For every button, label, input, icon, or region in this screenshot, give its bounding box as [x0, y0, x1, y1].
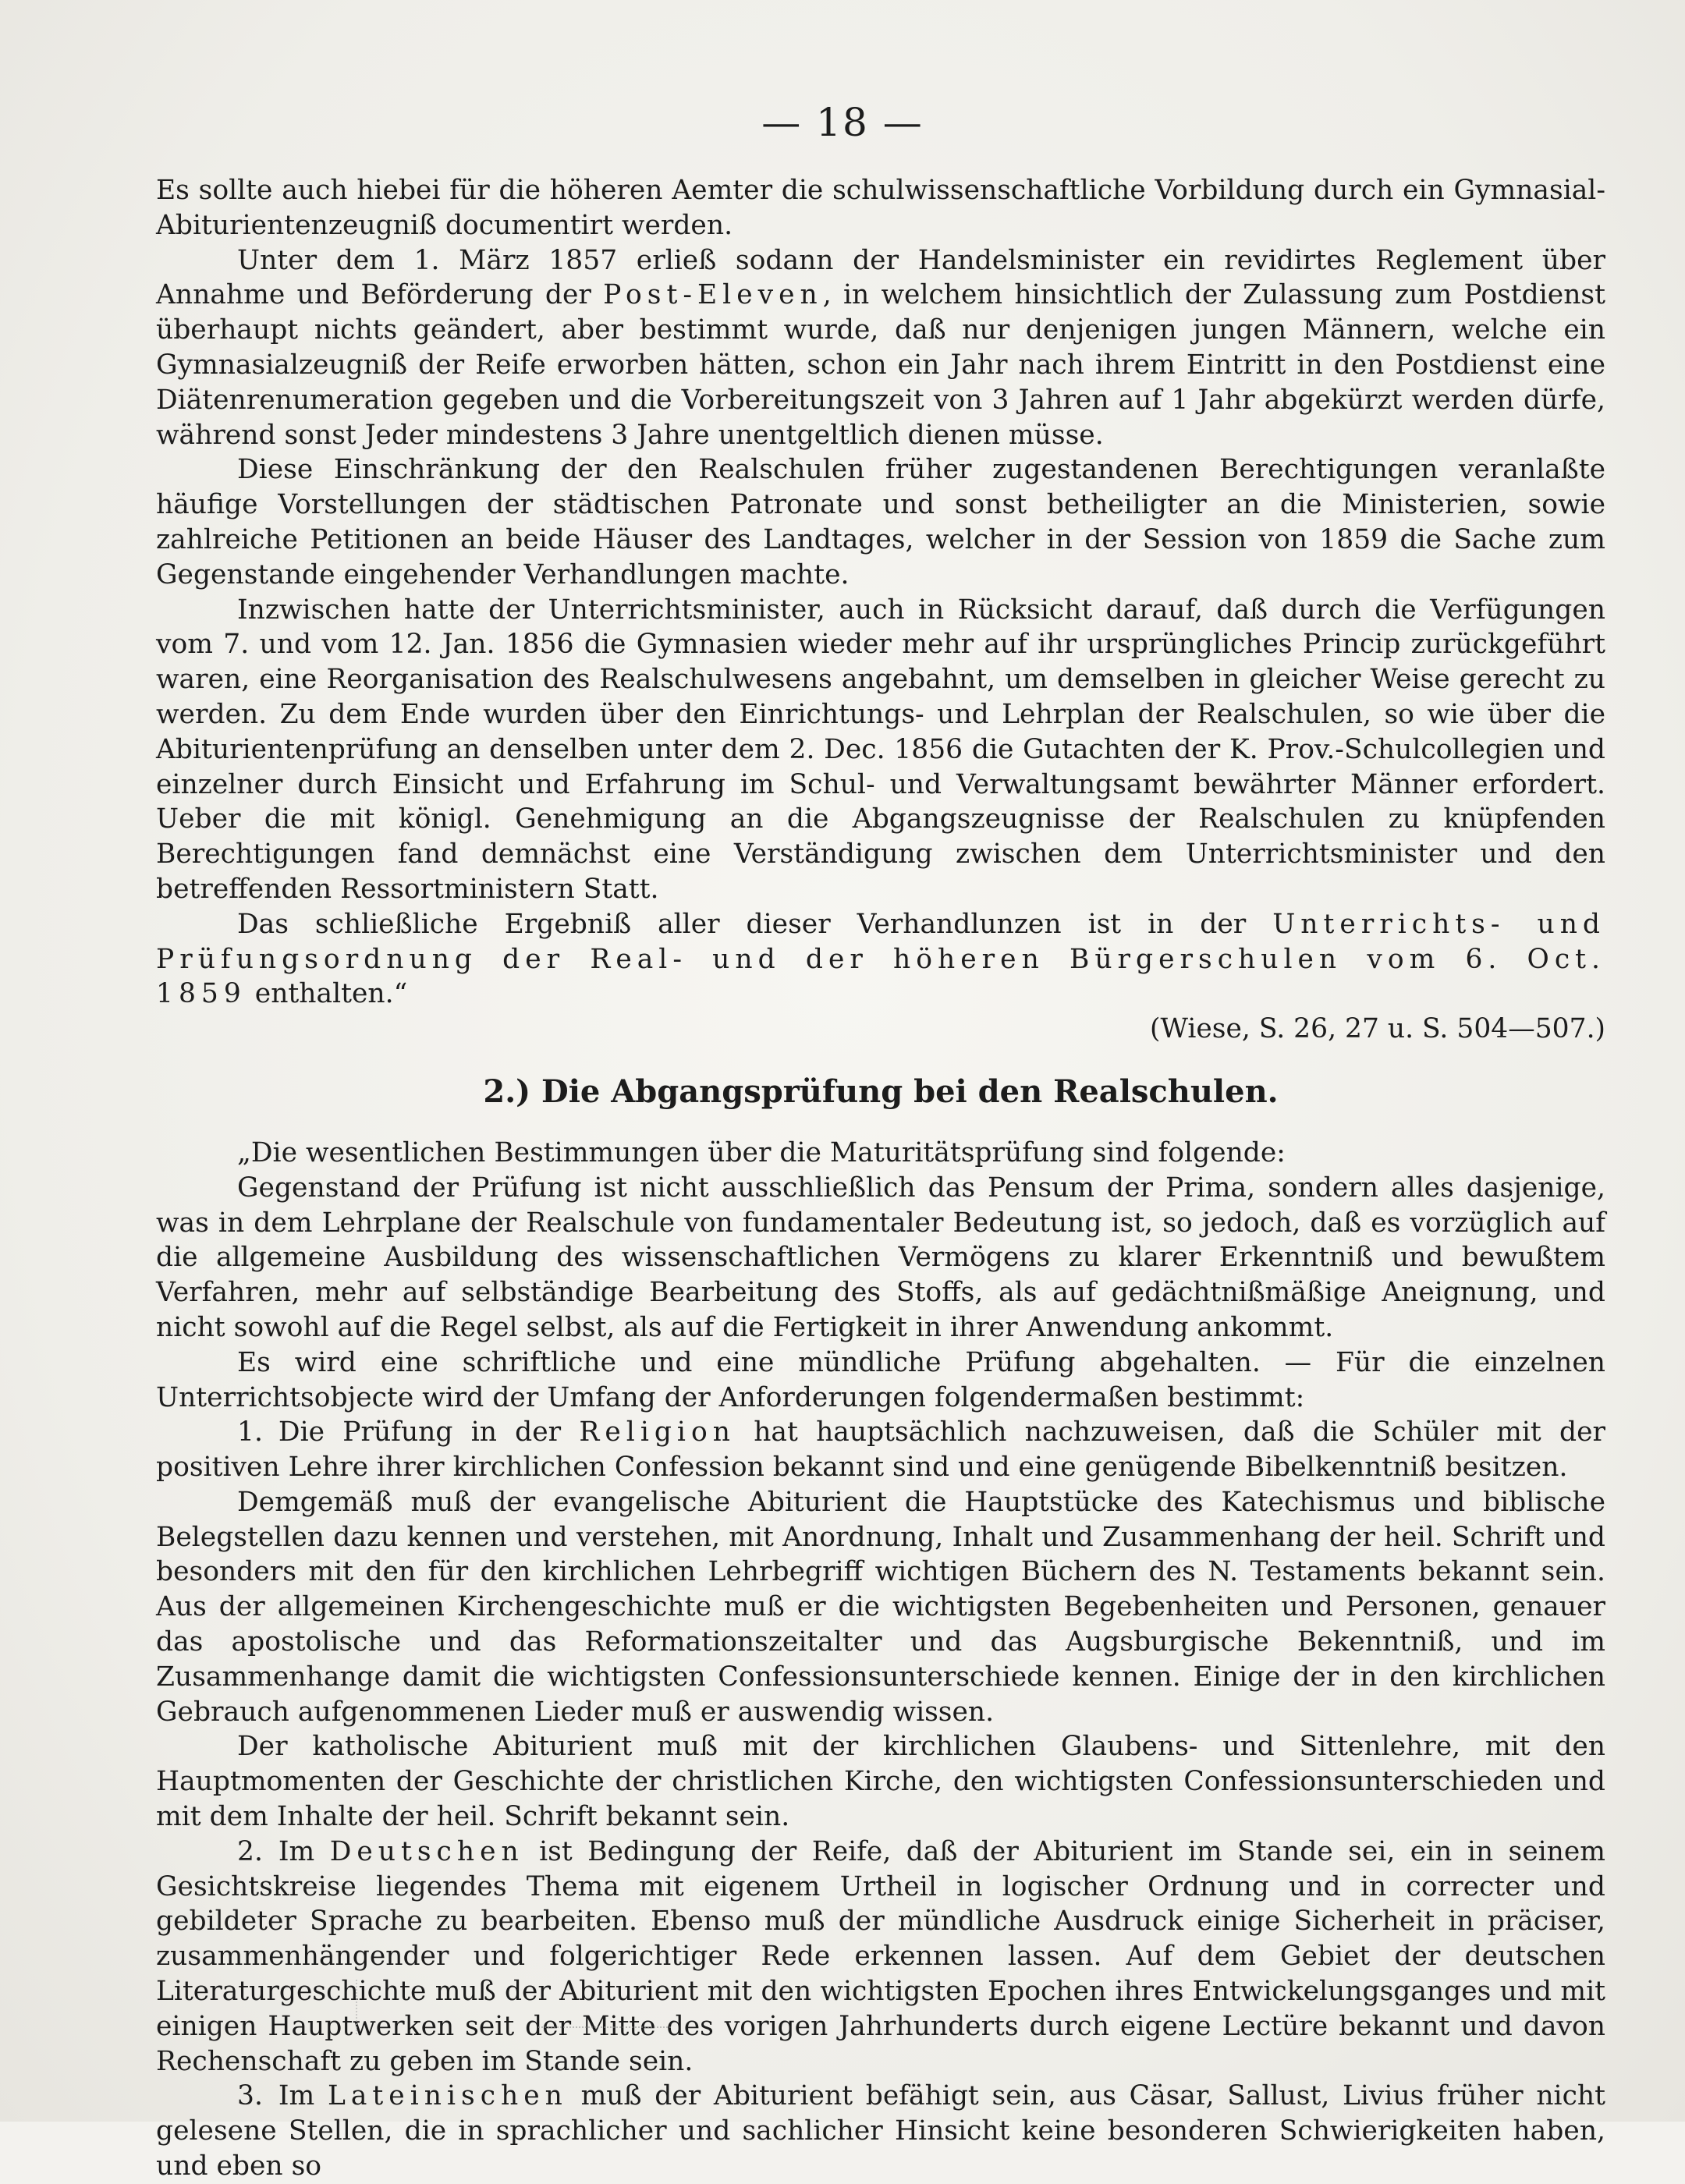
list-item	[156, 1835, 1605, 2079]
list-item	[156, 2079, 1605, 2183]
emphasized-term: Religion	[579, 1416, 736, 1448]
paragraph-text: muß der Abiturient befähigt sein, aus Cäsar, Sallust, Livius früher nicht gelesene Stellen, die in sprachlicher und sachlicher Hinsicht keine besonderen Schwierigkeiten haben, und eben so	[156, 2080, 1606, 2182]
paragraph	[156, 173, 1605, 243]
paragraph-text: Im	[278, 1835, 330, 1867]
list-item	[156, 1415, 1605, 1485]
paragraph-text: Es wird eine schriftliche und eine mündliche Prüfung abgehalten. — Für die einzelnen Unterrichtsobjecte wird der Umfang der Anforderungen folgendermaßen bestimmt:	[156, 1346, 1605, 1413]
paragraph-text: Inzwischen hatte der Unterrichtsminister, auch in Rücksicht darauf, daß durch die Verfügungen vom 7. und vom 12. Jan. 1856 die Gymnasien wieder mehr auf ihr ursprüngliches Princip zurückgeführt waren, eine Reorganisation des Realschulwesens angebahnt, um demselben in gleicher Weise gerecht zu werden. Zu dem Ende wurden über den Einrichtungs- und Lehrplan der Realschulen, so wie über die Abiturientenprüfung an denselben unter dem 2. Dec. 1856 die Gutachten der K. Prov.-Schulcollegien und einzelner durch Einsicht und Erfahrung im Schul- und Verwaltungsamt bewährter Männer erfordert. Ueber die mit königl. Genehmigung an die Abgangszeugnisse der Realschulen zu knüpfenden Berechtigungen fand demnächst eine Verständigung zwischen dem Unterrichtsminister und den betreffenden Ressortministern Statt.	[156, 594, 1605, 905]
page-number: — 18 —	[761, 100, 924, 145]
paragraph-text: enthalten.“	[246, 978, 408, 1010]
paragraph-text: Diese Einschränkung der den Realschulen früher zugestandenen Berechtigungen veranlaßte häufige Vorstellungen der städtischen Patronate und sonst betheiligter an die Ministerien, sowie zahlreiche Petitionen an beide Häuser des Landtages, welcher in der Session von 1859 die Sache zum Gegenstande eingehender Verhandlungen machte.	[156, 454, 1605, 590]
paragraph	[156, 907, 1605, 1012]
paragraph-text: Das schließliche Ergebniß aller dieser Verhandlunzen ist in der	[237, 908, 1273, 940]
section-heading: 2.) Die Abgangsprüfung bei den Realschulen.	[483, 1072, 1279, 1110]
item-number: 3.	[237, 2080, 263, 2112]
item-number: 1.	[237, 1416, 263, 1448]
citation: (Wiese, S. 26, 27 u. S. 504—507.)	[1150, 1013, 1605, 1045]
emphasized-term: Deutschen	[329, 1835, 524, 1867]
paragraph	[156, 593, 1605, 907]
paragraph-text: Es sollte auch hiebei für die höheren Aemter die schulwissenschaftliche Vorbildung durch ein Gymnasial-Abiturientenzeugniß documentirt werden.	[156, 175, 1605, 241]
paragraph-text: hat hauptsächlich nachzuweisen, daß die Schüler mit der positiven Lehre ihrer kirchlichen Confession bekannt sind und eine genügende Bibelkenntniß besitzen.	[156, 1416, 1605, 1484]
emphasized-term: Unterrichts- und Prüfungsordnung der Real- und der höheren Bürgerschulen vom 6. Oct. 1859	[156, 908, 1605, 1010]
paragraph-text: Unter dem 1. März 1857 erließ sodann der Handelsminister ein revidirtes Reglement über Annahme und Beförderung der	[156, 244, 1605, 311]
body-text	[156, 173, 1605, 2184]
scan-artifact	[538, 2026, 671, 2031]
paragraph-text: Demgemäß muß der evangelische Abiturient die Hauptstücke des Katechismus und biblische Belegstellen dazu kennen und verstehen, mit Anordnung, Inhalt und Zusammenhang der heil. Schrift und besonders mit den für den kirchlichen Lehrbegriff wichtigen Büchern des N. Testaments bekannt sein. Aus der allgemeinen Kirchengeschichte muß er die wichtigsten Begebenheiten und Personen, genauer das apostolische und das Reformationszeitalter und das Augsburgische Bekenntniß, und im Zusammenhange damit die wichtigsten Confessionsunterschiede kennen. Einige der in den kirchlichen Gebrauch aufgenommenen Lieder muß er auswendig wissen.	[156, 1486, 1605, 1728]
paragraph	[156, 452, 1605, 592]
scan-artifact	[356, 1980, 360, 2034]
paragraph	[156, 1136, 1605, 1171]
emphasized-term: Post-Eleven	[603, 279, 823, 311]
paragraph-text: ist Bedingung der Reife, daß der Abiturient im Stande sei, ein in seinem Gesichtskreise liegendes Thema mit eigenem Urtheil in logischer Ordnung und in correcter und gebildeter Sprache zu bearbeiten. Ebenso muß der mündliche Ausdruck einige Sicherheit in präciser, zusammenhängender und folgerichtiger Rede erkennen lassen. Auf dem Gebiet der deutschen Literaturgeschichte muß der Abiturient mit den wichtigsten Epochen ihres Entwickelungsganges und mit einigen Hauptwerken seit der Mitte des vorigen Jahrhunderts durch eigene Lectüre bekannt und davon Rechenschaft zu geben im Stande sein.	[156, 1835, 1605, 2077]
paragraph-text: Im	[278, 2080, 328, 2112]
paragraph	[156, 1485, 1605, 1730]
emphasized-term: Lateinischen	[327, 2080, 568, 2112]
paragraph-text: , in welchem hinsichtlich der Zulassung zum Postdienst überhaupt nichts geändert, aber bestimmt wurde, daß nur denjenigen jungen Männern, welche ein Gymnasialzeugniß der Reife erworben hätten, schon ein Jahr nach ihrem Eintritt in den Postdienst eine Diätenrenumeration gegeben und die Vorbereitungszeit von 3 Jahren auf 1 Jahr abgekürzt werden dürfe, während sonst Jeder mindestens 3 Jahre unentgeltlich dienen müsse.	[156, 279, 1605, 451]
paragraph	[156, 1171, 1605, 1346]
item-number: 2.	[237, 1835, 263, 1867]
paragraph-text: „Die wesentlichen Bestimmungen über die Maturitätsprüfung sind folgende:	[237, 1136, 1286, 1168]
paragraph	[156, 243, 1605, 453]
paragraph-text: Der katholische Abiturient muß mit der kirchlichen Glaubens- und Sittenlehre, mit den Hauptmomenten der Geschichte der christlichen Kirche, den wichtigsten Confessionsunterschieden und mit dem Inhalte der heil. Schrift bekannt sein.	[156, 1731, 1605, 1833]
paragraph	[156, 1729, 1605, 1834]
paragraph-text: Die Prüfung in der	[278, 1416, 580, 1448]
paragraph-text: Gegenstand der Prüfung ist nicht ausschließlich das Pensum der Prima, sondern alles dasjenige, was in dem Lehrplane der Realschule von fundamentaler Bedeutung ist, so jedoch, daß es vorzüglich auf die allgemeine Ausbildung des wissenschaftlichen Vermögens zu klarer Erkenntniß und bewußtem Verfahren, mehr auf selbständige Bearbeitung des Stoffs, als auf gedächtnißmäßige Aneignung, und nicht sowohl auf die Regel selbst, als auf die Fertigkeit in ihrer Anwendung ankommt.	[156, 1172, 1605, 1343]
paragraph	[156, 1346, 1605, 1416]
